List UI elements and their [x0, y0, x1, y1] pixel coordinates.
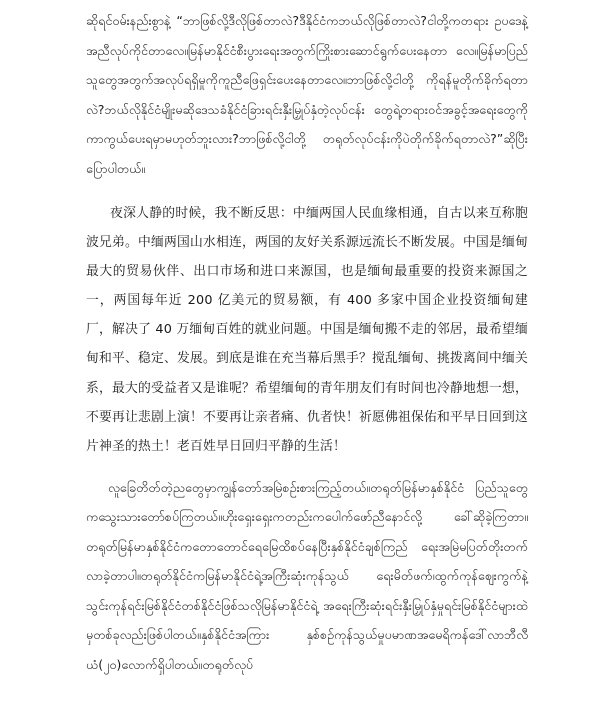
- paragraph-burmese-1: ဆိုရင်ဝမ်းနည်းစွာနဲ့ “ဘာဖြစ်လို့ဒီလိုဖြစ်တာလဲ?ဒီနိုင်ငံကဘယ်လိုဖြစ်တာလဲ?ငါတို့ကတရား ဥပဒေနဲ့အညီလုပ်ကိုင်တာလေ။မြန်မာနိုင်ငံစီးပွားရေးအတွက်ကြိုးစားဆောင်ရွက်ပေးနေတာ လေ။မြန်မာပြည်သူတွေအတွက်အလုပ်ရရှိမှုကိုကူညီဖြေရှင်းပေးနေတာလေ။ဘာဖြစ်လို့ငါတို့ ကိုရန်မူတိုက်ခိုက်ရတာလဲ?ဘယ်လိုနိုင်ငံမျိုးမဆိုဒေသခံနိုင်ငံခြားရင်းနှီးမြှုပ်နှံတဲ့လုပ်ငန်း တွေရဲ့တရားဝင်အခွင့်အရေးတွေကိုကာကွယ်ပေးရမှာမဟုတ်ဘူးလား?ဘာဖြစ်လို့ငါတို့ တရုတ်လုပ်ငန်းကိုပဲတိုက်ခိုက်ရတာလဲ?”ဆိုပြီးပြောပါတယ်။: [86, 13, 528, 176]
- paragraph-chinese: 夜深人静的时候，我不断反思：中缅两国人民血缘相通，自古以来互称胞波兄弟。中缅两国山水相连，两国的友好关系源远流长不断发展。中国是缅甸最大的贸易伙伴、出口市场和进口来源国，也是缅甸最重要的投资来源国之一，两国每年近 200 亿美元的贸易额，有 400 多家中国企业投资缅甸建厂，解决了 40 万缅甸百姓的就业问题。中国是缅甸搬不走的邻居，最希望缅甸和平、稳定、发展。到底是谁在充当幕后黑手？搅乱缅甸、挑拨离间中缅关系，最大的受益者又是谁呢？希望缅甸的青年朋友们有时间也冷静地想一想，不要再让悲剧上演！不要再让亲者痛、仇者快！祈愿佛祖保佑和平早日回到这片神圣的热土！老百姓早日回归平静的生活！: [86, 206, 528, 454]
- paragraph-burmese-2: လူခြေတိတ်တဲ့ညတွေမှာကျွန်တော်အမြဲစဉ်းစားကြည့်တယ်။တရုတ်မြန်မာနှစ်နိုင်ငံ ပြည်သူတွေကသွေးသားတော်စပ်ကြတယ်။ဟိုးရှေးရှေးကတည်းကပေါက်ဖော်ညီနောင်လို့ ခေါ်ဆိုခဲ့ကြတာ။တရုတ်မြန်မာနှစ်နိုင်ငံကတောတောင်ရေမြေထိစပ်နေပြီးနှစ်နိုင်ငံချစ်ကြည် ရေးအမြဲမပြတ်တိုးတက်လာခဲ့တာပါ။တရုတ်နိုင်ငံကမြန်မာနိုင်ငံရဲ့အကြီးဆုံးကုန်သွယ် ရေးမိတ်ဖက်၊ထွက်ကုန်ဈေးကွက်နဲ့သွင်းကုန်ရင်းမြစ်နိုင်ငံတစ်နိုင်ငံဖြစ်သလိုမြန်မာနိုင်ငံရဲ့ အရေးကြီးဆုံးရင်းနှီးမြှုပ်နှံမှုရင်းမြစ်နိုင်ငံများထဲမှတစ်ခုလည်းဖြစ်ပါတယ်။နှစ်နိုင်ငံအကြား နှစ်စဉ်ကုန်သွယ်မှုပမာဏအမေရိကန်ဒေါ်လာဘီလီယံ(၂၀)လောက်ရှိပါတယ်။တရုတ်လုပ်: [86, 479, 528, 672]
